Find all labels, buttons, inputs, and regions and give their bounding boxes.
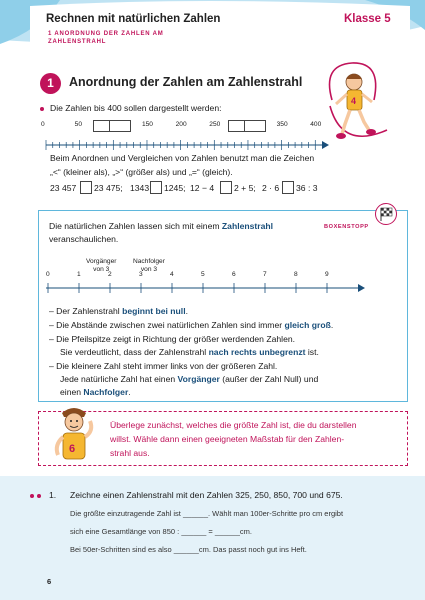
number-line-blank-box[interactable] [244,120,266,132]
rule-text: Sie verdeutlicht, dass der Zahlenstrahl [60,347,209,357]
rule-text: einen [60,387,84,397]
difficulty-dot [37,494,41,498]
dash-bullet: – [49,361,57,371]
comparison-text-line2: „<“ (kleiner als), „>“ (größer als) und „=“ (gleich). [50,167,233,177]
bullet-point [40,107,44,111]
number-line-label: 200 [175,121,187,128]
comparison-term: 1343 [130,183,150,193]
section-title: Anordnung der Zahlen am Zahlenstrahl [69,75,303,89]
number-line-label: 0 [41,121,45,128]
hint-text [110,418,400,460]
rule-text-end: . [185,306,188,316]
svg-text:4: 4 [351,96,357,106]
intro-line: Die Zahlen bis 400 sollen dargestellt werden: [50,103,222,113]
rule-text: Die Pfeilspitze zeigt in Richtung der größer werdenden Zahlen. [56,334,296,344]
header-subtitle-line2: ZAHLENSTRAHL [48,39,107,45]
rule-text-end: . [128,387,131,397]
number-line-label: 50 [74,121,82,128]
header-class-label: Klasse 5 [344,13,391,25]
dash-bullet: – [49,320,57,330]
rule-item [60,374,318,384]
dash-bullet: – [49,334,57,344]
rule-keyword: Vorgänger [177,374,220,384]
exercise-line2: sich eine Gesamtlänge von 850 : ______ = ______cm. [70,527,252,536]
number-line-label: 4 [170,271,174,278]
rule-item [60,387,131,397]
rule-keyword: Nachfolger [83,387,129,397]
exercise-line1: Die größte einzutragende Zahl ist ______. Wählt man 100er-Schritte pro cm ergibt [70,509,344,518]
comparison-term: 12 − 4 [190,183,215,193]
number-line-label: 3 [139,271,143,278]
info-box-tag: BOXENSTOPP [324,224,369,230]
number-line-label: 350 [276,121,288,128]
rule-item [49,306,188,316]
rule-item [49,334,295,344]
svg-text:6: 6 [69,443,76,455]
dash-bullet: – [49,306,57,316]
page-number: 6 [47,577,52,586]
info-intro-keyword: Zahlenstrahl [221,221,274,231]
rule-item [49,361,277,371]
number-line-label: 0 [46,271,50,278]
number-line-label: 400 [310,121,322,128]
header-subtitle-line1: 1 ANORDNUNG DER ZAHLEN AM [48,31,164,37]
checkered-flag-icon [375,203,397,225]
rule-keyword: nach rechts unbegrenzt [208,347,306,357]
comparison-answer-box[interactable] [220,181,232,194]
hint-line1: Überlege zunächst, welches die größte Zahl ist, die du darstellen [110,420,357,430]
info-intro-line1 [49,221,273,231]
predecessor-label-line1: Vorgänger [86,258,117,265]
comparison-answer-box[interactable] [80,181,92,194]
info-intro-text: Die natürlichen Zahlen lassen sich mit einem [49,221,222,231]
comparison-answer-box[interactable] [282,181,294,194]
comparison-term: 2 + 5; [234,183,256,193]
number-line-label: 150 [141,121,153,128]
successor-label-line2: von 3 [140,266,158,273]
predecessor-label-line2: von 3 [93,266,110,273]
rule-text-end: ist. [305,347,319,357]
hint-line3: strahl aus. [110,448,150,458]
comparison-term: 23 457 [50,183,77,193]
rule-text: Jede natürliche Zahl hat einen [60,374,178,384]
section-number-badge: 1 [40,73,61,94]
number-line-label: 5 [201,271,205,278]
number-line-label: 7 [263,271,267,278]
successor-label-line1: Nachfolger [133,258,165,265]
number-line-blank-box[interactable] [109,120,131,132]
comparison-text-line1: Beim Anordnen und Vergleichen von Zahlen benutzt man die Zeichen [50,153,315,163]
number-line-label: 1 [77,271,81,278]
rule-keyword: beginnt bei null [122,306,186,316]
header-title: Rechnen mit natürlichen Zahlen [46,13,221,25]
number-line-label: 6 [232,271,236,278]
number-line-label: 8 [294,271,298,278]
difficulty-dot [30,494,34,498]
comparison-term: 23 475; [94,183,123,193]
rule-text-end: . [330,320,334,330]
rule-item [49,320,333,330]
rule-text: Die Abstände zwischen zwei natürlichen Zahlen sind immer [56,320,285,330]
rule-text: Die kleinere Zahl steht immer links von der größeren Zahl. [56,361,278,371]
rule-item [60,347,319,357]
comparison-term: 2 · 6 [262,183,280,193]
number-line-label: 2 [108,271,112,278]
exercise-line3: Bei 50er-Schritten sind es also ______cm. Das passt noch gut ins Heft. [70,545,307,554]
exercise-number: 1. [49,490,57,500]
rule-text: Der Zahlenstrahl [56,306,123,316]
comparison-answer-box[interactable] [150,181,162,194]
hint-line2: willst. Wähle dann einen geeigneten Maßstab für den Zahlen- [110,434,345,444]
comparison-term: 36 : 3 [296,183,318,193]
comparison-term: 1245; [164,183,186,193]
exercise-title: Zeichne einen Zahlenstrahl mit den Zahlen 325, 250, 850, 700 und 675. [70,490,343,500]
thinking-boy-illustration [48,405,100,467]
number-line-label: 250 [209,121,221,128]
number-line-label: 9 [325,271,329,278]
number-line-0-9 [40,272,370,298]
rule-keyword: gleich groß [284,320,331,330]
info-intro-line2: veranschaulichen. [49,234,119,244]
rule-text-end: (außer der Zahl Null) und [219,374,319,384]
